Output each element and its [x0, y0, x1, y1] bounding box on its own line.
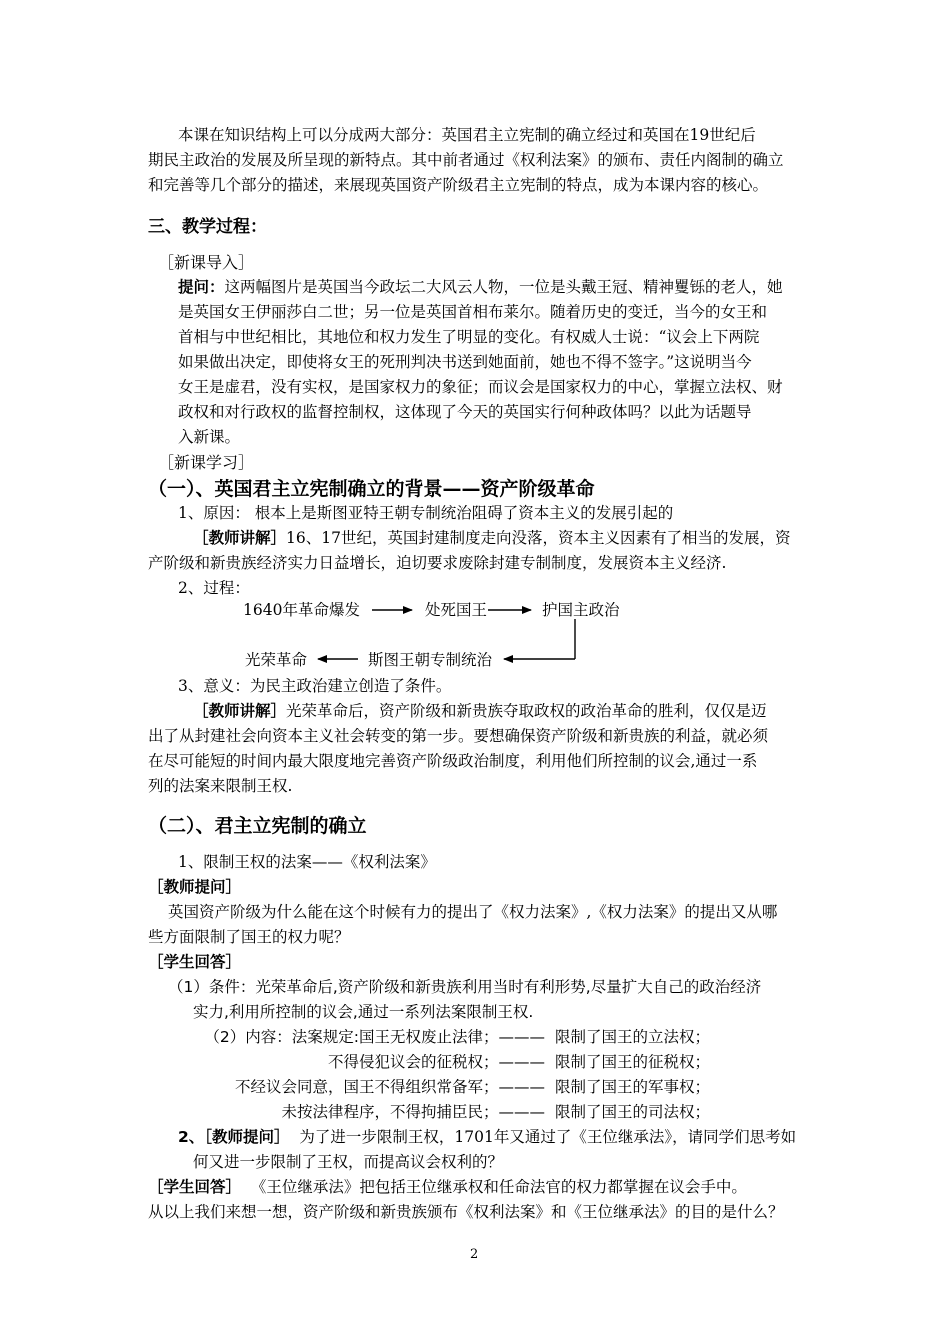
intro-question-line-3: 首相与中世纪相比，其地位和权力发生了明显的变化。有权威人士说：“议会上下两院 — [178, 328, 760, 346]
question2-line-2: 何又进一步限制了王权，而提高议会权利的？ — [193, 1153, 504, 1171]
intro-question-line-2: 是英国女王伊丽莎白二世；另一位是英国首相布莱尔。随着历史的变迁，当今的女王和 — [178, 303, 768, 321]
part1-lecture1-line-1: ［教师讲解］16、17世纪，英国封建制度走向没落，资本主义因素有了相当的发展，资 — [193, 529, 791, 547]
teacher-lecture-label: ［教师讲解］ — [193, 702, 287, 720]
content-row-2-right: 限制了国王的征税权； — [555, 1053, 711, 1071]
intro-line-3: 和完善等几个部分的描述，来展现英国资产阶级君主立宪制的特点，成为本课内容的核心。 — [148, 176, 769, 194]
section-heading: 三、教学过程： — [148, 217, 267, 237]
content-row-4-left: 未按法律程序，不得拘捕臣民；——— — [281, 1103, 545, 1121]
teacher-question-label-2: 2、［教师提问］ — [178, 1128, 290, 1146]
condition-line-1: （1）条件：光荣革命后,资产阶级和新贵族利用当时有利形势,尽量扩大自己的政治经济 — [168, 978, 762, 996]
part1-cause: 1、原因： 根本上是斯图亚特王朝专制统治阻碍了资本主义的发展引起的 — [178, 504, 674, 522]
page-number: 2 — [470, 1247, 479, 1262]
final-question: 从以上我们来想一想，资产阶级和新贵族颁布《权利法案》和《王位继承法》的目的是什么？ — [148, 1203, 784, 1221]
bill-of-rights-heading: 1、限制王权的法案——《权利法案》 — [178, 853, 436, 871]
new-lesson-study-label: ［新课学习］ — [158, 453, 255, 472]
new-lesson-intro-label: ［新课导入］ — [158, 253, 255, 272]
content-row-1-right: 限制了国王的立法权； — [555, 1028, 711, 1046]
intro-line-1: 本课在知识结构上可以分成两大部分：英国君主立宪制的确立经过和英国在19世纪后 — [178, 126, 756, 144]
answer2-line: ［学生回答］ 《王位继承法》把包括王位继承权和任命法官的权力都掌握在议会手中。 — [148, 1178, 747, 1196]
flow-node-revolution-1640: 1640年革命爆发 — [243, 601, 360, 619]
intro-question-line-1 — [178, 275, 783, 300]
question-text: 这两幅图片是英国当今政坛二大风云人物，一位是头戴王冠、精神矍铄的老人，她 — [224, 278, 783, 296]
content-row-2-left: 不得侵犯议会的征税权；——— — [327, 1053, 545, 1071]
content-row-4-right: 限制了国王的司法权； — [555, 1103, 711, 1121]
question2-line-1: 2、［教师提问］ 为了进一步限制王权，1701年又通过了《王位继承法》，请同学们思考如 — [178, 1128, 797, 1146]
flow-node-stuart-rule: 斯图王朝专制统治 — [368, 651, 493, 669]
part1-significance: 3、意义：为民主政治建立创造了条件。 — [178, 677, 452, 695]
process-label: 2、过程： — [178, 579, 250, 597]
content-row-1-left: （2）内容：法案规定:国王无权废止法律；——— — [204, 1028, 545, 1046]
flow-node-protectorate: 护国主政治 — [542, 601, 620, 619]
question-label: 提问： — [178, 278, 225, 296]
teacher-question-line-2: 些方面限制了国王的权力呢？ — [148, 928, 350, 946]
content-row-3-right: 限制了国王的军事权； — [555, 1078, 711, 1096]
part2-title: （二）、君主立宪制的确立 — [148, 815, 367, 837]
teacher-lecture-label: ［教师讲解］ — [193, 529, 287, 547]
intro-question-line-5: 女王是虚君，没有实权，是国家权力的象征；而议会是国家权力的中心，掌握立法权、财 — [178, 378, 783, 396]
student-answer-label-2: ［学生回答］ — [148, 1178, 242, 1196]
teacher-question-line-1: 英国资产阶级为什么能在这个时候有力的提出了《权力法案》,《权力法案》的提出又从哪 — [168, 903, 778, 921]
intro-question-line-4: 如果做出决定，即使将女王的死刑判决书送到她面前，她也不得不签字。”这说明当今 — [178, 353, 752, 371]
intro-line-2: 期民主政治的发展及所呈现的新特点。其中前者通过《权利法案》的颁布、责任内阁制的确立 — [148, 151, 784, 169]
part1-title: （一）、英国君主立宪制确立的背景——资产阶级革命 — [148, 478, 595, 500]
flow-node-execute-king: 处死国王 — [425, 601, 488, 619]
condition-line-2: 实力,利用所控制的议会,通过一系列法案限制王权. — [193, 1003, 534, 1021]
flow-node-glorious-revolution: 光荣革命 — [245, 651, 308, 669]
content-row-3-left: 不经议会同意，国王不得组织常备军；——— — [234, 1078, 545, 1096]
intro-question-line-7: 入新课。 — [178, 428, 241, 446]
part1-lecture2-line-4: 列的法案来限制王权. — [148, 777, 293, 795]
part1-lecture1-line-2: 产阶级和新贵族经济实力日益增长，迫切要求废除封建专制制度，发展资本主义经济. — [148, 554, 727, 572]
intro-question-line-6: 政权和对行政权的监督控制权，这体现了今天的英国实行何种政体吗？以此为话题导 — [178, 403, 752, 421]
part1-lecture2-line-2: 出了从封建社会向资本主义社会转变的第一步。要想确保资产阶级和新贵族的利益，就必须 — [148, 727, 769, 745]
student-answer-label: ［学生回答］ — [148, 953, 242, 971]
part1-lecture2-line-3: 在尽可能短的时间内最大限度地完善资产阶级政治制度，利用他们所控制的议会,通过一系 — [148, 752, 758, 770]
teacher-question-label: ［教师提问］ — [148, 878, 242, 896]
part1-lecture2-line-1: ［教师讲解］光荣革命后，资产阶级和新贵族夺取政权的政治革命的胜利，仅仅是迈 — [193, 702, 767, 720]
